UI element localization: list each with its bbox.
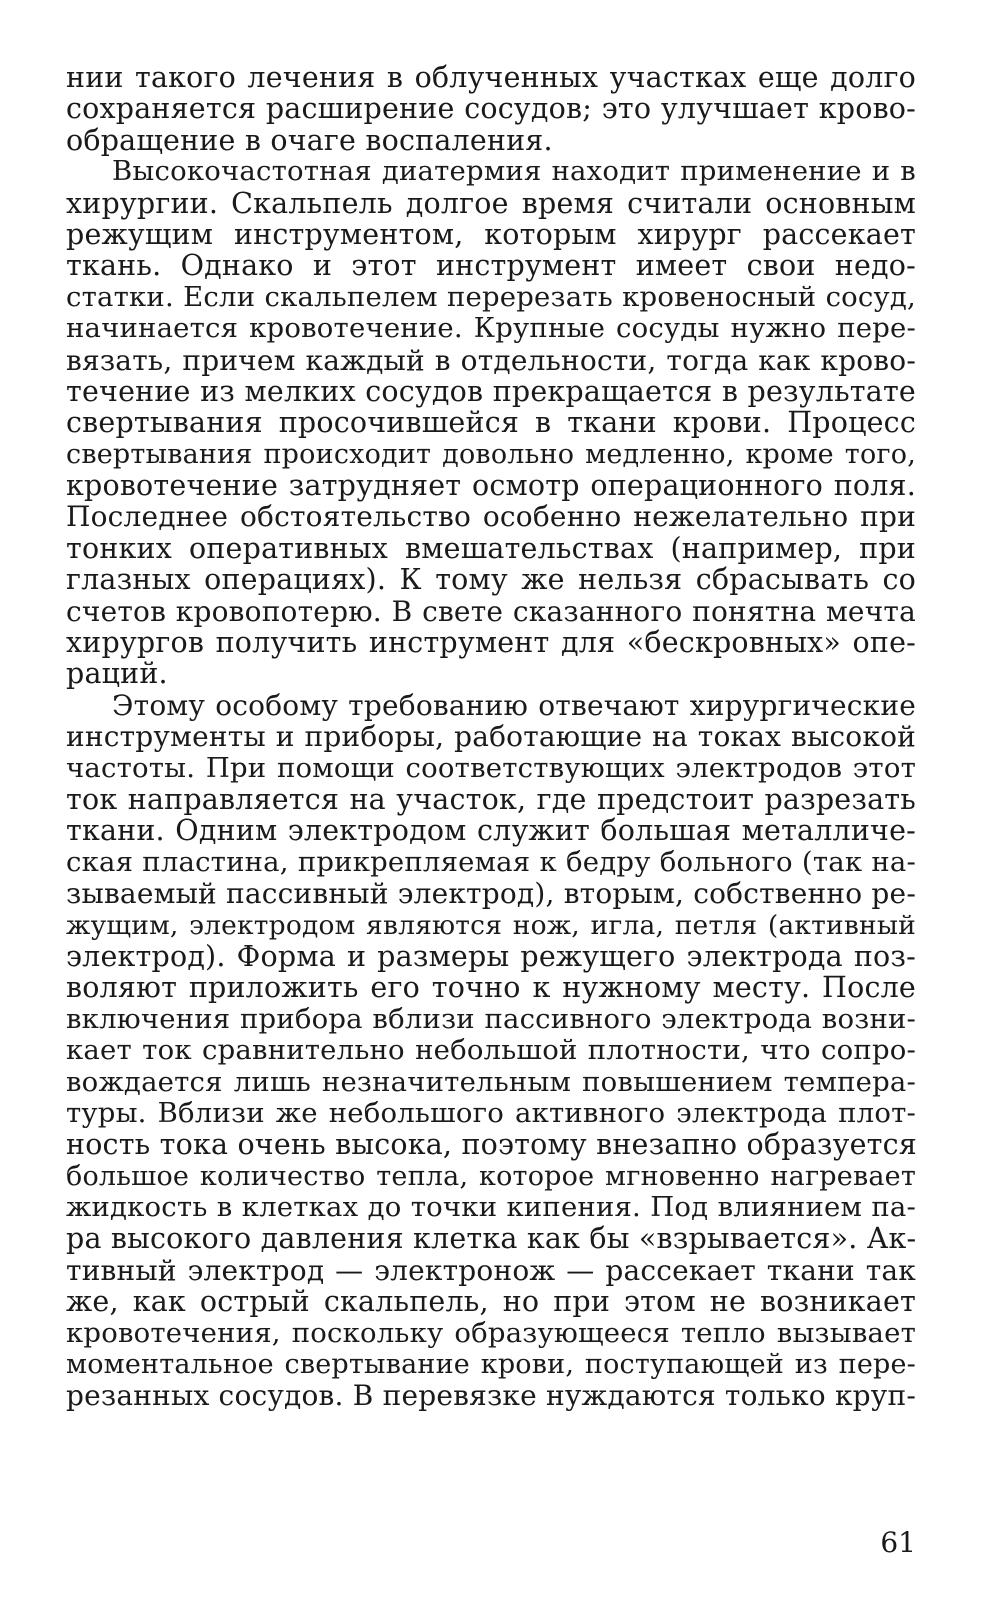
text-line: вождается лишь незначительным повышением темпера- bbox=[66, 1065, 916, 1098]
text-line: Этому особому требованию отвечают хирургические bbox=[112, 688, 916, 722]
text-line: туры. Вблизи же небольшого активного электрода плот- bbox=[66, 1096, 916, 1129]
text-line: Последнее обстоятельство особенно нежелательно при bbox=[66, 500, 916, 534]
page-text-block bbox=[66, 62, 916, 1562]
text-line: статки. Если скальпелем перерезать кровеносный сосуд, bbox=[66, 280, 916, 313]
text-line: ность тока очень высока, поэтому внезапно образуется bbox=[66, 1128, 917, 1162]
text-line: начинается кровотечение. Крупные сосуды нужно пере- bbox=[66, 312, 916, 345]
text-line: жидкость в клетках до точки кипения. Под влиянием па- bbox=[66, 1191, 916, 1224]
text-line: же, как острый скальпель, но при этом не возникает bbox=[66, 1285, 916, 1319]
text-line: нии такого лечения в облученных участках еще долго bbox=[66, 61, 916, 94]
text-line: электрод). Форма и размеры режущего электрода поз- bbox=[66, 939, 916, 973]
text-line: раций. bbox=[66, 657, 168, 691]
text-line: сохраняется расширение сосудов; это улучшает крово- bbox=[66, 92, 916, 126]
text-line: режущим инструментом, которым хирург рассекает bbox=[66, 217, 916, 251]
text-line: Высокочастотная диатермия находит применение и в bbox=[112, 155, 916, 188]
text-line: кровотечение затрудняет осмотр операционного поля. bbox=[66, 469, 916, 503]
text-line: включения прибора вблизи пассивного электрода возни- bbox=[66, 1002, 916, 1035]
text-line: резанных сосудов. В перевязке нуждаются только круп- bbox=[66, 1379, 916, 1413]
text-line: зываемый пассивный электрод), вторым, собственно ре- bbox=[66, 877, 916, 911]
text-line: инструменты и приборы, работающие на токах высокой bbox=[66, 720, 916, 754]
text-line: ткани. Одним электродом служит большая металличе- bbox=[66, 814, 916, 848]
text-line: кровотечения, поскольку образующееся тепло вызывает bbox=[66, 1316, 916, 1349]
text-line: моментальное свертывание крови, поступающей из пере- bbox=[66, 1349, 916, 1381]
text-line: глазных операциях). К тому же нельзя сбрасывать со bbox=[66, 563, 916, 597]
text-line: свертывания просочившейся в ткани крови. Процесс bbox=[66, 406, 916, 440]
text-line: тивный электрод — электронож — рассекает ткани так bbox=[66, 1253, 916, 1287]
text-line: хирургии. Скальпель долгое время считали основным bbox=[66, 186, 916, 220]
text-line: вязать, причем каждый в отдельности, тогда как крово- bbox=[66, 343, 916, 377]
text-line: ская пластина, прикрепляемая к бедру больного (так на- bbox=[66, 845, 916, 878]
text-line: тонких оперативных вмешательствах (например, при bbox=[66, 531, 916, 565]
text-line: воляют приложить его точно к нужному месту. После bbox=[66, 971, 916, 1005]
text-line: большое количество тепла, которое мгновенно нагревает bbox=[66, 1160, 916, 1192]
text-line: обращение в очаге воспаления. bbox=[66, 123, 553, 157]
text-line: кает ток сравнительно небольшой плотности, что сопро- bbox=[66, 1034, 916, 1067]
text-line: течение из мелких сосудов прекращается в результате bbox=[66, 374, 916, 408]
text-line: ра высокого давления клетка как бы «взрывается». Ак- bbox=[66, 1222, 917, 1256]
text-line: хирургов получить инструмент для «бескровных» опе- bbox=[66, 626, 916, 660]
text-line: частоты. При помощи соответствующих электродов этот bbox=[66, 751, 916, 784]
page-number: 61 bbox=[880, 1526, 916, 1559]
text-line: свертывания происходит довольно медленно, кроме того, bbox=[66, 438, 916, 470]
text-line: ткань. Однако и этот инструмент имеет свои недо- bbox=[66, 249, 916, 283]
text-line: жущим, электродом являются нож, игла, петля (активный bbox=[66, 909, 916, 941]
text-line: счетов кровопотерю. В свете сказанного понятна мечта bbox=[66, 594, 916, 628]
text-line: ток направляется на участок, где предстоит разрезать bbox=[66, 782, 916, 816]
